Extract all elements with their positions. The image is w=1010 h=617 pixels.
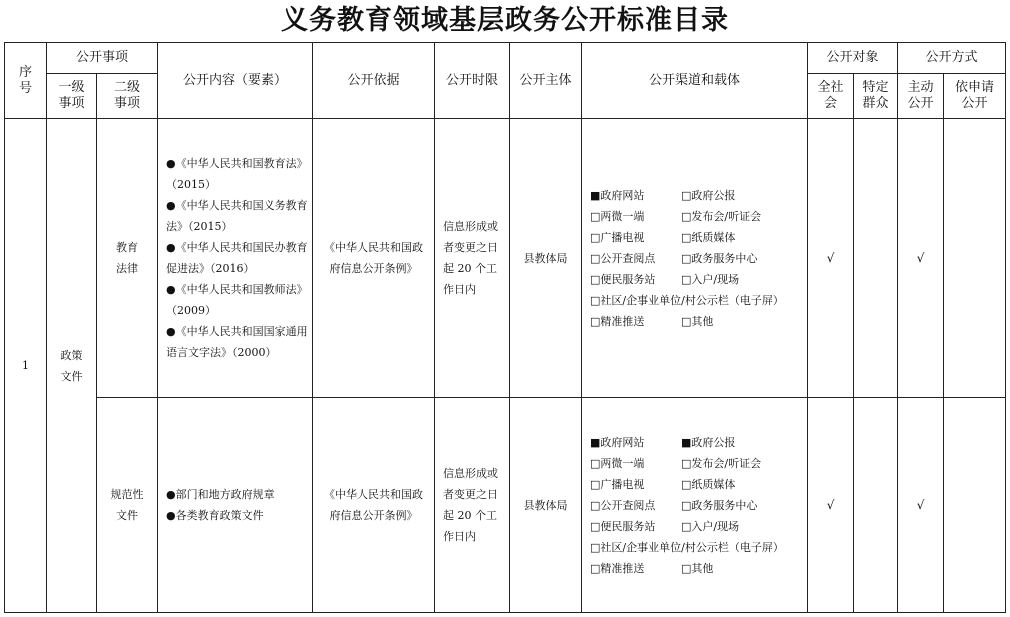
header-channel: 公开渠道和载体 bbox=[582, 43, 808, 119]
header-content: 公开内容（要素） bbox=[158, 43, 313, 119]
channel-option: □政府公报 bbox=[681, 188, 736, 202]
header-items: 公开事项 bbox=[47, 43, 158, 74]
catalog-table bbox=[4, 42, 1006, 613]
row-content bbox=[158, 398, 313, 613]
channel-option: □政务服务中心 bbox=[681, 251, 758, 265]
header-level1: 一级事项 bbox=[47, 74, 97, 119]
content-item: ●《中华人民共和国国家通用语言文字法》（2000） bbox=[166, 325, 308, 359]
content-item: ●《中华人民共和国义务教育法》（2015） bbox=[166, 199, 308, 233]
channel-option: □入户/现场 bbox=[681, 519, 740, 533]
row-channels bbox=[582, 398, 808, 613]
channel-option: □两微一端 bbox=[590, 456, 645, 470]
row-level1: 政策文件 bbox=[47, 119, 97, 613]
channel-option: □便民服务站 bbox=[590, 519, 656, 533]
channel-option: □广播电视 bbox=[590, 477, 645, 491]
row-all-society-check: √ bbox=[808, 398, 854, 613]
header-on-request: 依申请公开 bbox=[944, 74, 1006, 119]
row-channels bbox=[582, 119, 808, 398]
channel-option: ■政府网站 bbox=[590, 188, 645, 202]
channel-option: ■政府公报 bbox=[681, 435, 736, 449]
channel-option: □公开查阅点 bbox=[590, 251, 656, 265]
header-active: 主动公开 bbox=[898, 74, 944, 119]
row-subject: 县教体局 bbox=[510, 119, 582, 398]
row-level2: 教育法律 bbox=[97, 119, 158, 398]
row-limit: 信息形成或者变更之日起 20 个工作日内 bbox=[435, 119, 510, 398]
page-title: 义务教育领域基层政务公开标准目录 bbox=[281, 5, 729, 36]
header-limit: 公开时限 bbox=[435, 43, 510, 119]
header-all-society: 全社会 bbox=[808, 74, 854, 119]
row-all-society-check: √ bbox=[808, 119, 854, 398]
row-basis: 《中华人民共和国政府信息公开条例》 bbox=[313, 398, 435, 613]
header-method: 公开方式 bbox=[898, 43, 1006, 74]
content-item: ●《中华人民共和国教师法》（2009） bbox=[166, 283, 308, 317]
channel-option: □入户/现场 bbox=[681, 272, 740, 286]
channel-option: □社区/企事业单位/村公示栏（电子屏） bbox=[590, 540, 784, 554]
row-basis: 《中华人民共和国政府信息公开条例》 bbox=[313, 119, 435, 398]
channel-option: □社区/企事业单位/村公示栏（电子屏） bbox=[590, 293, 784, 307]
channel-option: □发布会/听证会 bbox=[681, 209, 762, 223]
row-active-check: √ bbox=[898, 398, 944, 613]
channel-option: □纸质媒体 bbox=[681, 230, 736, 244]
row-specific-check bbox=[854, 398, 898, 613]
content-item: ●《中华人民共和国民办教育促进法》（2016） bbox=[166, 241, 308, 275]
row-level2: 规范性文件 bbox=[97, 398, 158, 613]
header-basis: 公开依据 bbox=[313, 43, 435, 119]
row-seq: 1 bbox=[5, 119, 47, 613]
row-on-request-check bbox=[944, 119, 1006, 398]
row-limit: 信息形成或者变更之日起 20 个工作日内 bbox=[435, 398, 510, 613]
row-on-request-check bbox=[944, 398, 1006, 613]
row-subject: 县教体局 bbox=[510, 398, 582, 613]
channel-option: □精准推送 bbox=[590, 314, 645, 328]
content-item: ●部门和地方政府规章 bbox=[166, 488, 275, 501]
table-row bbox=[5, 398, 1006, 613]
channel-option: □政务服务中心 bbox=[681, 498, 758, 512]
content-item: ●各类教育政策文件 bbox=[166, 509, 264, 522]
header-audience: 公开对象 bbox=[808, 43, 898, 74]
channel-option: □便民服务站 bbox=[590, 272, 656, 286]
header-specific: 特定群众 bbox=[854, 74, 898, 119]
channel-option: □纸质媒体 bbox=[681, 477, 736, 491]
channel-option: □发布会/听证会 bbox=[681, 456, 762, 470]
row-specific-check bbox=[854, 119, 898, 398]
table-row bbox=[5, 119, 1006, 398]
header-subject: 公开主体 bbox=[510, 43, 582, 119]
channel-option: □公开查阅点 bbox=[590, 498, 656, 512]
row-active-check: √ bbox=[898, 119, 944, 398]
header-level2: 二级事项 bbox=[97, 74, 158, 119]
channel-option: □两微一端 bbox=[590, 209, 645, 223]
channel-option: □其他 bbox=[681, 561, 714, 575]
content-item: ●《中华人民共和国教育法》（2015） bbox=[166, 157, 308, 191]
channel-option: □精准推送 bbox=[590, 561, 645, 575]
channel-option: □广播电视 bbox=[590, 230, 645, 244]
header-seq: 序号 bbox=[5, 43, 47, 119]
row-content bbox=[158, 119, 313, 398]
channel-option: ■政府网站 bbox=[590, 435, 645, 449]
channel-option: □其他 bbox=[681, 314, 714, 328]
